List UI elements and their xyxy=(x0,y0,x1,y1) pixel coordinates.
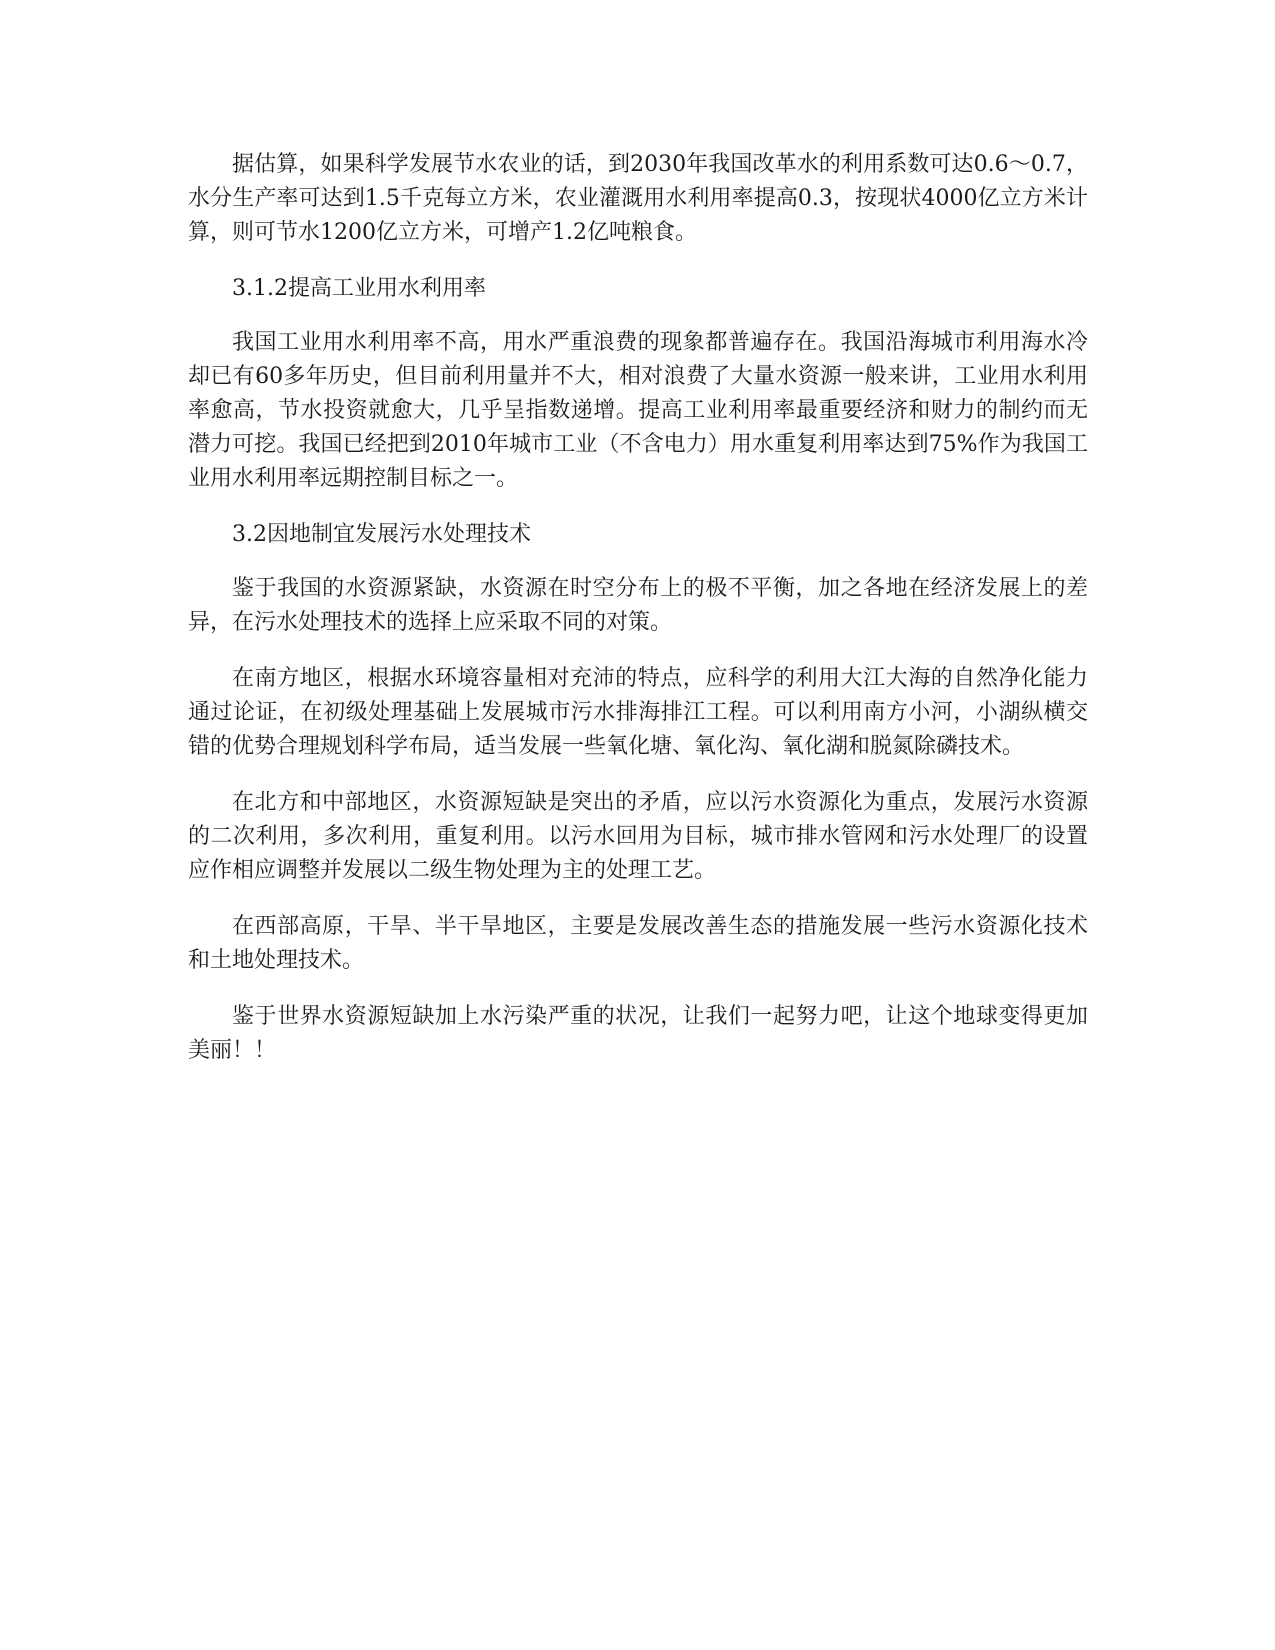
section-heading-3-2: 3.2因地制宜发展污水处理技术 xyxy=(232,522,531,547)
paragraph-wastewater-strategy: 鉴于我国的水资源紧缺，水资源在时空分布上的极不平衡，加之各地在经济发展上的差异，在污水处理技术的选择上应采取不同的对策。 xyxy=(188,576,1088,635)
paragraph-industrial-water-use: 我国工业用水利用率不高，用水严重浪费的现象都普遍存在。我国沿海城市利用海水冷却已有60多年历史，但目前利用量并不大，相对浪费了大量水资源一般来讲，工业用水利用率愈高，节水投资就愈大，几乎呈指数递增。提高工业利用率最重要经济和财力的制约而无潜力可挖。我国已经把到2010年城市工业（不含电力）用水重复利用率达到75%作为我国工业用水利用率远期控制目标之一。 xyxy=(188,330,1088,491)
section-heading-3-1-2: 3.1.2提高工业用水利用率 xyxy=(232,276,486,301)
document-body xyxy=(188,148,1088,1090)
paragraph-closing: 鉴于世界水资源短缺加上水污染严重的状况，让我们一起努力吧，让这个地球变得更加美丽！！ xyxy=(188,1004,1088,1063)
paragraph-southern-region: 在南方地区，根据水环境容量相对充沛的特点，应科学的利用大江大海的自然净化能力通过论证，在初级处理基础上发展城市污水排海排江工程。可以利用南方小河，小湖纵横交错的优势合理规划科学布局，适当发展一些氧化塘、氧化沟、氧化湖和脱氮除磷技术。 xyxy=(188,666,1088,759)
paragraph-western-plateau: 在西部高原，干旱、半干旱地区，主要是发展改善生态的措施发展一些污水资源化技术和土地处理技术。 xyxy=(188,914,1088,973)
paragraph-water-saving-agriculture: 据估算，如果科学发展节水农业的话，到2030年我国改革水的利用系数可达0.6～0.7，水分生产率可达到1.5千克每立方米，农业灌溉用水利用率提高0.3，按现状4000亿立方米计算，则可节水1200亿立方米，可增产1.2亿吨粮食。 xyxy=(188,152,1088,245)
paragraph-northern-central-region: 在北方和中部地区，水资源短缺是突出的矛盾，应以污水资源化为重点，发展污水资源的二次利用，多次利用，重复利用。以污水回用为目标，城市排水管网和污水处理厂的设置应作相应调整并发展以二级生物处理为主的处理工艺。 xyxy=(188,790,1088,883)
